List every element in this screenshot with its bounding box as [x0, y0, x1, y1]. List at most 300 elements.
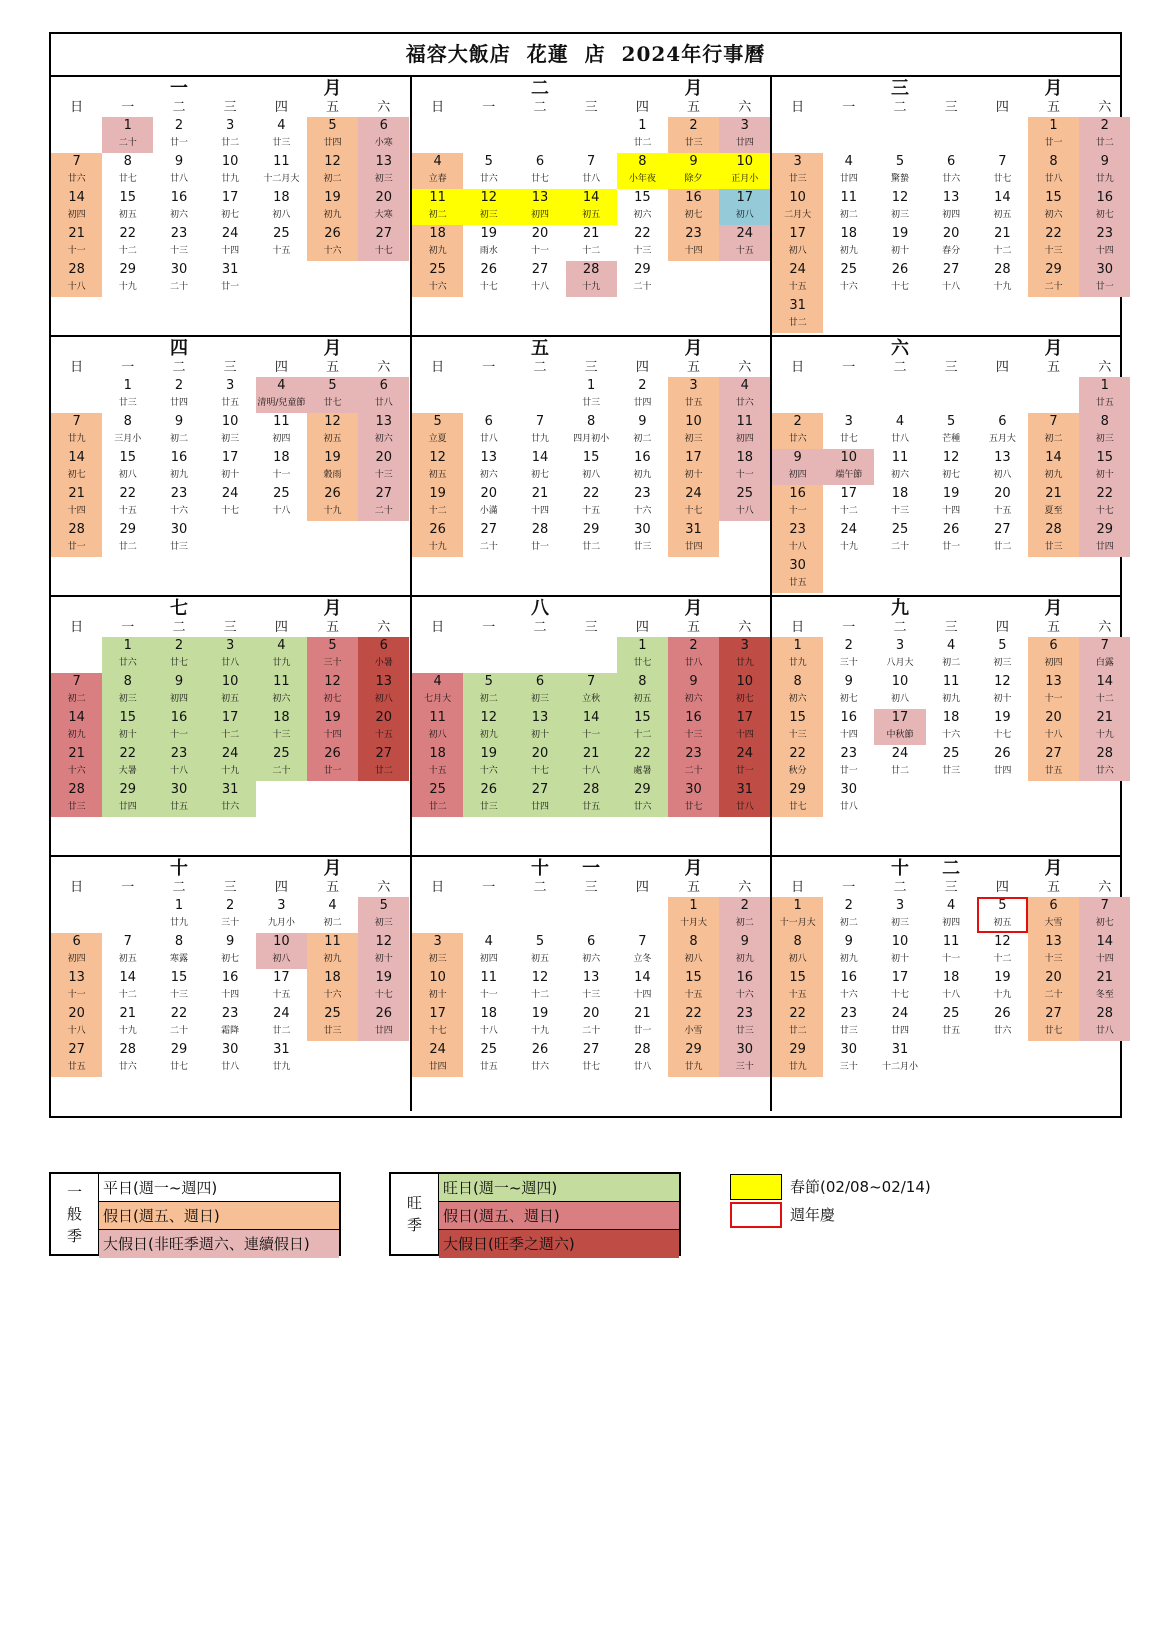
month-name-char	[617, 77, 668, 101]
empty-cell	[51, 897, 102, 933]
day-cell	[463, 1005, 514, 1041]
day-number: 26	[429, 522, 446, 537]
day-cell	[1079, 413, 1130, 449]
lunar-date: 處暑	[633, 766, 652, 776]
day-number: 27	[994, 522, 1011, 537]
weekday-label: 二	[893, 880, 907, 895]
empty-cell	[412, 637, 463, 673]
month-name-char: 十	[530, 858, 549, 879]
day-number: 1	[123, 638, 132, 653]
lunar-date: 雨水	[479, 246, 498, 256]
month-name	[772, 857, 1120, 879]
weekday-label: 一	[121, 360, 135, 375]
month-name-char	[358, 857, 409, 881]
day-number: 23	[170, 486, 188, 501]
lunar-date: 十一	[272, 470, 291, 480]
month-name-char	[358, 77, 409, 101]
lunar-date: 廿五	[1044, 766, 1063, 776]
day-cell	[514, 485, 565, 521]
day-number: 29	[1096, 522, 1113, 537]
lunar-date: 十二	[839, 506, 858, 516]
weekday-label: 三	[584, 100, 598, 115]
day-cell	[102, 1041, 153, 1077]
empty-cell	[514, 897, 565, 933]
day-number: 4	[947, 638, 956, 653]
day-cell	[772, 1005, 823, 1041]
weekday-label: 一	[482, 620, 496, 635]
day-number: 4	[895, 414, 905, 429]
month-name-char: 四	[169, 338, 188, 359]
day-number: 21	[634, 1006, 651, 1021]
day-number: 15	[789, 970, 806, 985]
day-number: 28	[68, 522, 85, 537]
lunar-date: 十七	[890, 990, 909, 1000]
day-cell	[823, 897, 874, 933]
day-number: 10	[789, 190, 806, 205]
month-name-char: 月	[1044, 598, 1063, 619]
legend-peak-season	[389, 1172, 681, 1256]
day-number: 18	[429, 226, 446, 241]
day-number: 20	[375, 710, 392, 725]
day-number: 3	[226, 638, 235, 653]
day-cell	[358, 377, 409, 413]
day-number: 1	[1100, 378, 1109, 393]
day-cell	[514, 673, 565, 709]
day-cell	[566, 189, 617, 225]
day-cell	[514, 189, 565, 225]
day-number: 29	[634, 782, 651, 797]
day-number: 7	[1100, 898, 1109, 913]
day-number: 16	[634, 450, 651, 465]
day-cell	[566, 1041, 617, 1077]
lunar-date: 十七	[1095, 506, 1114, 516]
month-name-char	[463, 597, 514, 621]
day-cell	[1079, 709, 1130, 745]
day-cell	[358, 709, 409, 745]
day-cell	[205, 225, 256, 261]
lunar-date: 十六	[323, 990, 342, 1000]
months-grid	[51, 77, 1120, 1111]
empty-cell	[874, 117, 925, 153]
day-cell	[823, 521, 874, 557]
empty-cell	[412, 117, 463, 153]
weekday-label: 六	[738, 100, 752, 115]
day-cell	[823, 225, 874, 261]
day-cell	[514, 1005, 565, 1041]
day-cell	[358, 933, 409, 969]
day-cell	[514, 781, 565, 817]
lunar-date: 廿六	[942, 174, 961, 184]
lunar-date: 廿四	[633, 398, 652, 408]
day-number: 27	[531, 262, 549, 277]
lunar-date: 初七	[221, 954, 240, 964]
day-cell	[514, 745, 565, 781]
weekday-label: 二	[533, 620, 547, 635]
month-name	[412, 857, 770, 879]
lunar-date: 寒露	[169, 954, 188, 964]
day-number: 25	[429, 262, 446, 277]
day-cell	[307, 933, 358, 969]
day-number: 26	[531, 1042, 549, 1057]
lunar-date: 初二	[479, 694, 498, 704]
day-cell	[463, 261, 514, 297]
day-cell	[823, 485, 874, 521]
day-number: 22	[789, 1006, 806, 1021]
day-cell	[926, 153, 977, 189]
day-cell	[874, 745, 925, 781]
day-number: 5	[484, 154, 493, 169]
day-cell	[772, 485, 823, 521]
day-cell	[412, 485, 463, 521]
month-name-char	[256, 337, 307, 361]
month-name-char: 三	[890, 78, 909, 99]
day-number: 29	[119, 782, 137, 797]
day-number: 15	[789, 710, 806, 725]
day-cell	[412, 709, 463, 745]
day-number: 21	[68, 746, 85, 761]
lunar-date: 初十	[221, 470, 240, 480]
day-cell	[772, 413, 823, 449]
day-number: 23	[789, 522, 806, 537]
month-name-char	[617, 337, 668, 361]
month-name-char	[463, 77, 514, 101]
lunar-date: 十一	[788, 506, 807, 516]
day-cell	[153, 1041, 204, 1077]
day-number: 11	[736, 414, 753, 429]
day-cell	[463, 485, 514, 521]
lunar-date: 廿六	[479, 174, 498, 184]
month-name-char	[772, 77, 823, 101]
day-number: 24	[221, 486, 239, 501]
day-number: 6	[379, 638, 388, 653]
lunar-date: 十五	[272, 246, 291, 256]
month-name-char: 一	[169, 78, 188, 99]
weekday-label: 三	[223, 360, 237, 375]
lunar-date: 廿七	[788, 802, 807, 812]
day-cell	[153, 1005, 204, 1041]
lunar-date: 二十	[118, 138, 137, 148]
day-number: 19	[375, 970, 392, 985]
day-number: 18	[324, 970, 341, 985]
weekday-label: 三	[944, 360, 958, 375]
day-number: 16	[221, 970, 239, 985]
day-cell	[977, 897, 1028, 933]
day-cell	[668, 745, 719, 781]
lunar-date: 廿四	[839, 174, 858, 184]
lunar-date: 廿六	[67, 174, 86, 184]
day-number: 15	[170, 970, 188, 985]
month-name-char: 月	[323, 78, 342, 99]
day-cell	[926, 969, 977, 1005]
day-number: 10	[736, 154, 753, 169]
day-cell	[102, 485, 153, 521]
day-cell	[874, 521, 925, 557]
day-cell	[977, 745, 1028, 781]
lunar-date: 廿三	[582, 398, 601, 408]
lunar-date: 二十	[479, 542, 498, 552]
day-number: 27	[531, 782, 549, 797]
day-number: 9	[689, 674, 698, 689]
day-cell	[874, 709, 925, 745]
day-number: 1	[793, 898, 802, 913]
day-cell	[1079, 1005, 1130, 1041]
lunar-date: 廿三	[684, 138, 703, 148]
day-number: 3	[740, 638, 749, 653]
day-cell	[51, 225, 102, 261]
day-cell	[719, 673, 770, 709]
month-name-char	[51, 597, 102, 621]
lunar-date: 廿九	[272, 1062, 291, 1072]
day-cell	[463, 225, 514, 261]
lunar-date: 秋分	[788, 766, 807, 776]
day-cell	[256, 933, 307, 969]
day-number: 24	[221, 226, 239, 241]
day-cell	[566, 933, 617, 969]
day-number: 28	[68, 782, 85, 797]
month-name-char	[412, 857, 463, 881]
weekday-label: 五	[1047, 360, 1061, 375]
month-name-char	[719, 337, 770, 361]
day-cell	[463, 969, 514, 1005]
day-cell	[719, 189, 770, 225]
lunar-date: 廿二	[993, 542, 1012, 552]
day-number: 28	[994, 262, 1011, 277]
day-cell	[977, 673, 1028, 709]
day-cell	[307, 449, 358, 485]
lunar-date: 初四	[788, 470, 807, 480]
day-number: 13	[994, 450, 1011, 465]
month-name	[772, 597, 1120, 619]
lunar-date: 廿四	[684, 542, 703, 552]
day-number: 7	[587, 154, 596, 169]
lunar-date: 廿五	[221, 398, 240, 408]
lunar-date: 廿六	[1095, 766, 1114, 776]
weekday-label: 二	[172, 360, 186, 375]
day-number: 8	[793, 674, 802, 689]
month-name-char	[412, 337, 463, 361]
month-2	[412, 77, 770, 335]
lunar-date: 十六	[67, 766, 86, 776]
day-cell	[412, 673, 463, 709]
day-number: 12	[324, 414, 341, 429]
lunar-date: 廿七	[684, 802, 703, 812]
day-number: 12	[942, 450, 960, 465]
day-number: 27	[1045, 746, 1062, 761]
lunar-date: 小暑	[374, 658, 393, 668]
day-cell	[977, 485, 1028, 521]
day-cell	[617, 521, 668, 557]
lunar-date: 廿二	[374, 766, 393, 776]
lunar-date: 廿一	[169, 138, 188, 148]
day-number: 3	[226, 118, 235, 133]
day-number: 14	[1096, 934, 1113, 949]
day-cell	[205, 117, 256, 153]
day-number: 21	[1045, 486, 1062, 501]
lunar-date: 十六	[479, 766, 498, 776]
day-number: 14	[994, 190, 1011, 205]
lunar-date: 霜降	[221, 1026, 240, 1036]
day-cell	[1079, 745, 1130, 781]
weekday-label: 四	[635, 360, 649, 375]
lunar-date: 十六	[839, 282, 858, 292]
day-number: 20	[68, 1006, 85, 1021]
lunar-date: 初四	[67, 210, 86, 220]
lunar-date: 三十	[839, 658, 858, 668]
month-name-char	[719, 597, 770, 621]
lunar-date: 初八	[890, 694, 909, 704]
lunar-date: 初九	[839, 246, 858, 256]
day-cell	[1079, 897, 1130, 933]
day-number: 13	[375, 414, 392, 429]
day-cell	[102, 637, 153, 673]
day-cell	[102, 413, 153, 449]
lunar-date: 十三	[582, 990, 601, 1000]
lunar-date: 廿六	[118, 1062, 137, 1072]
day-number: 15	[1045, 190, 1062, 205]
month-name	[51, 77, 410, 99]
day-cell	[566, 745, 617, 781]
weekday-label: 二	[172, 620, 186, 635]
day-cell	[463, 933, 514, 969]
lunar-date: 廿九	[735, 658, 754, 668]
lunar-date: 廿七	[582, 1062, 601, 1072]
day-cell	[463, 781, 514, 817]
lunar-date: 初五	[633, 694, 652, 704]
lunar-date: 初三	[479, 210, 498, 220]
day-cell	[256, 709, 307, 745]
lunar-date: 十一	[1044, 694, 1063, 704]
calendar-title: 福容大飯店 花蓮 店 2024年行事曆	[51, 34, 1120, 77]
lunar-date: 初四	[479, 954, 498, 964]
lunar-date: 初四	[1044, 658, 1063, 668]
day-cell	[926, 521, 977, 557]
lunar-date: 十九	[993, 282, 1012, 292]
day-number: 1	[689, 898, 698, 913]
lunar-date: 初七	[530, 470, 549, 480]
lunar-date: 二十	[169, 1026, 188, 1036]
day-number: 20	[480, 486, 498, 501]
day-number: 11	[480, 970, 498, 985]
day-cell	[358, 449, 409, 485]
day-number: 13	[375, 674, 392, 689]
day-cell	[153, 781, 204, 817]
month-name-char	[102, 597, 153, 621]
day-cell	[463, 521, 514, 557]
lunar-date: 十七	[530, 766, 549, 776]
lunar-date: 十二	[428, 506, 447, 516]
day-cell	[256, 225, 307, 261]
month-days	[412, 117, 770, 297]
weekday-label: 五	[687, 100, 701, 115]
lunar-date: 廿二	[788, 318, 807, 328]
day-cell	[153, 745, 204, 781]
day-number: 21	[994, 226, 1011, 241]
lunar-date: 廿三	[839, 1026, 858, 1036]
day-cell	[307, 485, 358, 521]
day-number: 10	[840, 450, 858, 465]
day-number: 3	[895, 638, 905, 653]
lunar-date: 十二	[993, 954, 1012, 964]
day-number: 5	[328, 118, 337, 133]
lunar-date: 初十	[530, 730, 549, 740]
day-number: 7	[998, 154, 1007, 169]
lunar-date: 十七	[428, 1026, 447, 1036]
day-number: 6	[535, 674, 545, 689]
weekday-label: 二	[893, 360, 907, 375]
day-cell	[358, 745, 409, 781]
month-name	[412, 337, 770, 359]
day-number: 28	[1096, 1006, 1113, 1021]
day-number: 30	[634, 522, 651, 537]
empty-cell	[102, 897, 153, 933]
day-number: 17	[840, 486, 858, 501]
day-number: 17	[891, 710, 909, 725]
day-cell	[358, 897, 409, 933]
day-number: 17	[685, 450, 702, 465]
day-cell	[719, 485, 770, 521]
day-cell	[617, 261, 668, 297]
day-number: 23	[170, 226, 188, 241]
day-number: 16	[1096, 190, 1113, 205]
lunar-date: 廿七	[323, 398, 342, 408]
month-name	[51, 597, 410, 619]
lunar-date: 廿四	[118, 802, 137, 812]
day-number: 13	[1045, 934, 1062, 949]
month-name-char: 七	[169, 598, 188, 619]
day-number: 5	[895, 154, 905, 169]
day-number: 30	[170, 782, 188, 797]
day-cell	[256, 377, 307, 413]
day-cell	[772, 673, 823, 709]
lunar-date: 十八	[479, 1026, 498, 1036]
month-name-char	[977, 597, 1028, 621]
lunar-date: 初三	[890, 918, 909, 928]
month-12	[772, 857, 1120, 1111]
lunar-date: 十五	[735, 246, 754, 256]
day-cell	[256, 969, 307, 1005]
empty-cell	[51, 637, 102, 673]
empty-cell	[463, 897, 514, 933]
day-number: 15	[582, 450, 600, 465]
weekday-label: 一	[482, 360, 496, 375]
lunar-date: 十八	[67, 1026, 86, 1036]
lunar-date: 廿一	[735, 766, 754, 776]
lunar-date: 廿八	[633, 1062, 652, 1072]
month-name-char	[205, 597, 256, 621]
month-name-char	[926, 337, 977, 361]
day-number: 7	[123, 934, 132, 949]
day-number: 23	[685, 226, 702, 241]
day-cell	[823, 709, 874, 745]
day-number: 2	[740, 898, 749, 913]
lunar-date: 廿二	[890, 766, 909, 776]
day-cell	[1079, 673, 1130, 709]
lunar-date: 初八	[735, 210, 754, 220]
day-number: 24	[840, 522, 858, 537]
lunar-date: 十二	[118, 246, 137, 256]
day-cell	[51, 781, 102, 817]
day-cell	[772, 709, 823, 745]
day-cell	[874, 969, 925, 1005]
day-cell	[823, 969, 874, 1005]
day-number: 26	[994, 746, 1011, 761]
weekday-label: 日	[791, 360, 805, 375]
lunar-date: 十四	[633, 990, 652, 1000]
day-cell	[926, 637, 977, 673]
day-cell	[51, 261, 102, 297]
day-cell	[1028, 969, 1079, 1005]
month-days	[772, 637, 1120, 817]
